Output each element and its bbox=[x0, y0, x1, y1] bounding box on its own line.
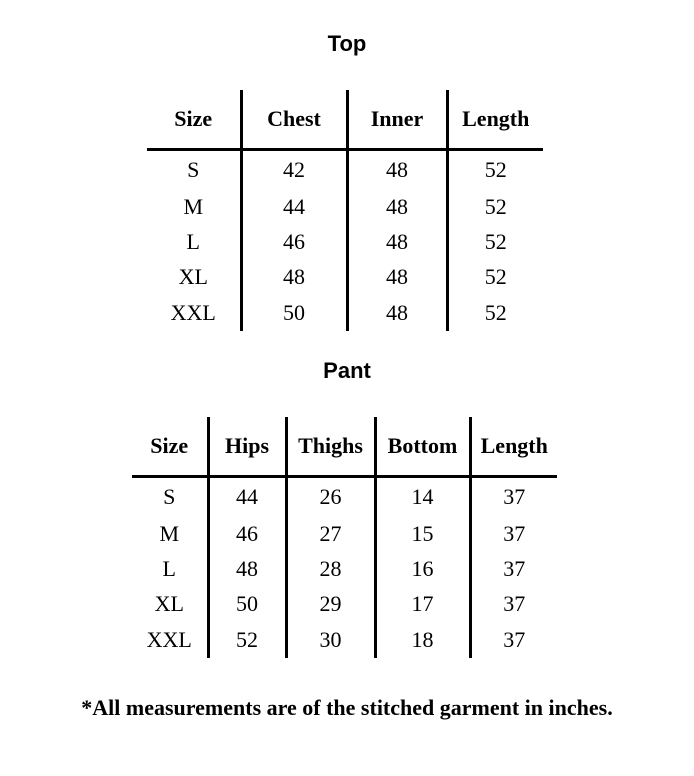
length-cell: 52 bbox=[447, 224, 543, 259]
inner-cell: 48 bbox=[347, 259, 447, 294]
length-cell: 52 bbox=[447, 150, 543, 190]
chest-cell: 46 bbox=[241, 224, 347, 259]
size-cell: L bbox=[186, 228, 200, 254]
top-section-title: Top bbox=[327, 31, 367, 56]
length-cell: 52 bbox=[447, 294, 543, 331]
size-cell: S bbox=[163, 484, 176, 509]
table-row bbox=[147, 150, 543, 190]
length-cell: 37 bbox=[470, 621, 557, 658]
length-cell: 37 bbox=[470, 586, 557, 621]
inner-cell: 48 bbox=[347, 150, 447, 190]
hips-cell: 50 bbox=[208, 586, 286, 621]
table-row bbox=[132, 551, 557, 586]
size-cell: XL bbox=[178, 263, 208, 289]
size-cell: M bbox=[159, 520, 180, 546]
thighs-cell: 26 bbox=[286, 477, 375, 517]
column-header-length: Length bbox=[470, 417, 557, 477]
chest-cell: 42 bbox=[241, 150, 347, 190]
table-row bbox=[147, 189, 543, 224]
inner-cell: 48 bbox=[347, 189, 447, 224]
bottom-cell: 18 bbox=[375, 621, 470, 658]
size-cell: XXL bbox=[170, 299, 216, 325]
bottom-cell: 16 bbox=[375, 551, 470, 586]
length-cell: 37 bbox=[470, 516, 557, 551]
column-header-chest: Chest bbox=[241, 90, 347, 150]
measurement-footnote: *All measurements are of the stitched garment in inches. bbox=[81, 695, 613, 720]
hips-cell: 44 bbox=[208, 477, 286, 517]
table-row bbox=[132, 586, 557, 621]
table-header-row bbox=[147, 90, 543, 150]
hips-cell: 46 bbox=[208, 516, 286, 551]
thighs-cell: 29 bbox=[286, 586, 375, 621]
column-header-size: Size bbox=[132, 417, 208, 477]
inner-cell: 48 bbox=[347, 294, 447, 331]
length-cell: 37 bbox=[470, 477, 557, 517]
column-header-length: Length bbox=[447, 90, 543, 150]
bottom-cell: 17 bbox=[375, 586, 470, 621]
table-row bbox=[147, 294, 543, 331]
pant-size-table bbox=[132, 417, 557, 658]
column-header-inner: Inner bbox=[347, 90, 447, 150]
top-size-table bbox=[147, 90, 543, 331]
size-cell: S bbox=[187, 157, 200, 182]
chest-cell: 44 bbox=[241, 189, 347, 224]
chest-cell: 48 bbox=[241, 259, 347, 294]
table-row bbox=[147, 259, 543, 294]
table-row bbox=[132, 621, 557, 658]
chest-cell: 50 bbox=[241, 294, 347, 331]
length-cell: 37 bbox=[470, 551, 557, 586]
bottom-cell: 15 bbox=[375, 516, 470, 551]
inner-cell: 48 bbox=[347, 224, 447, 259]
column-header-hips: Hips bbox=[208, 417, 286, 477]
thighs-cell: 27 bbox=[286, 516, 375, 551]
size-cell: XXL bbox=[146, 626, 192, 652]
length-cell: 52 bbox=[447, 259, 543, 294]
thighs-cell: 30 bbox=[286, 621, 375, 658]
pant-section-title: Pant bbox=[323, 358, 371, 383]
table-row bbox=[147, 224, 543, 259]
hips-cell: 52 bbox=[208, 621, 286, 658]
table-row bbox=[132, 516, 557, 551]
column-header-size: Size bbox=[147, 90, 241, 150]
table-header-row bbox=[132, 417, 557, 477]
column-header-bottom: Bottom bbox=[375, 417, 470, 477]
hips-cell: 48 bbox=[208, 551, 286, 586]
table-row bbox=[132, 477, 557, 517]
bottom-cell: 14 bbox=[375, 477, 470, 517]
size-cell: XL bbox=[154, 590, 184, 616]
length-cell: 52 bbox=[447, 189, 543, 224]
size-cell: L bbox=[162, 555, 176, 581]
thighs-cell: 28 bbox=[286, 551, 375, 586]
column-header-thighs: Thighs bbox=[286, 417, 375, 477]
size-cell: M bbox=[183, 193, 204, 219]
